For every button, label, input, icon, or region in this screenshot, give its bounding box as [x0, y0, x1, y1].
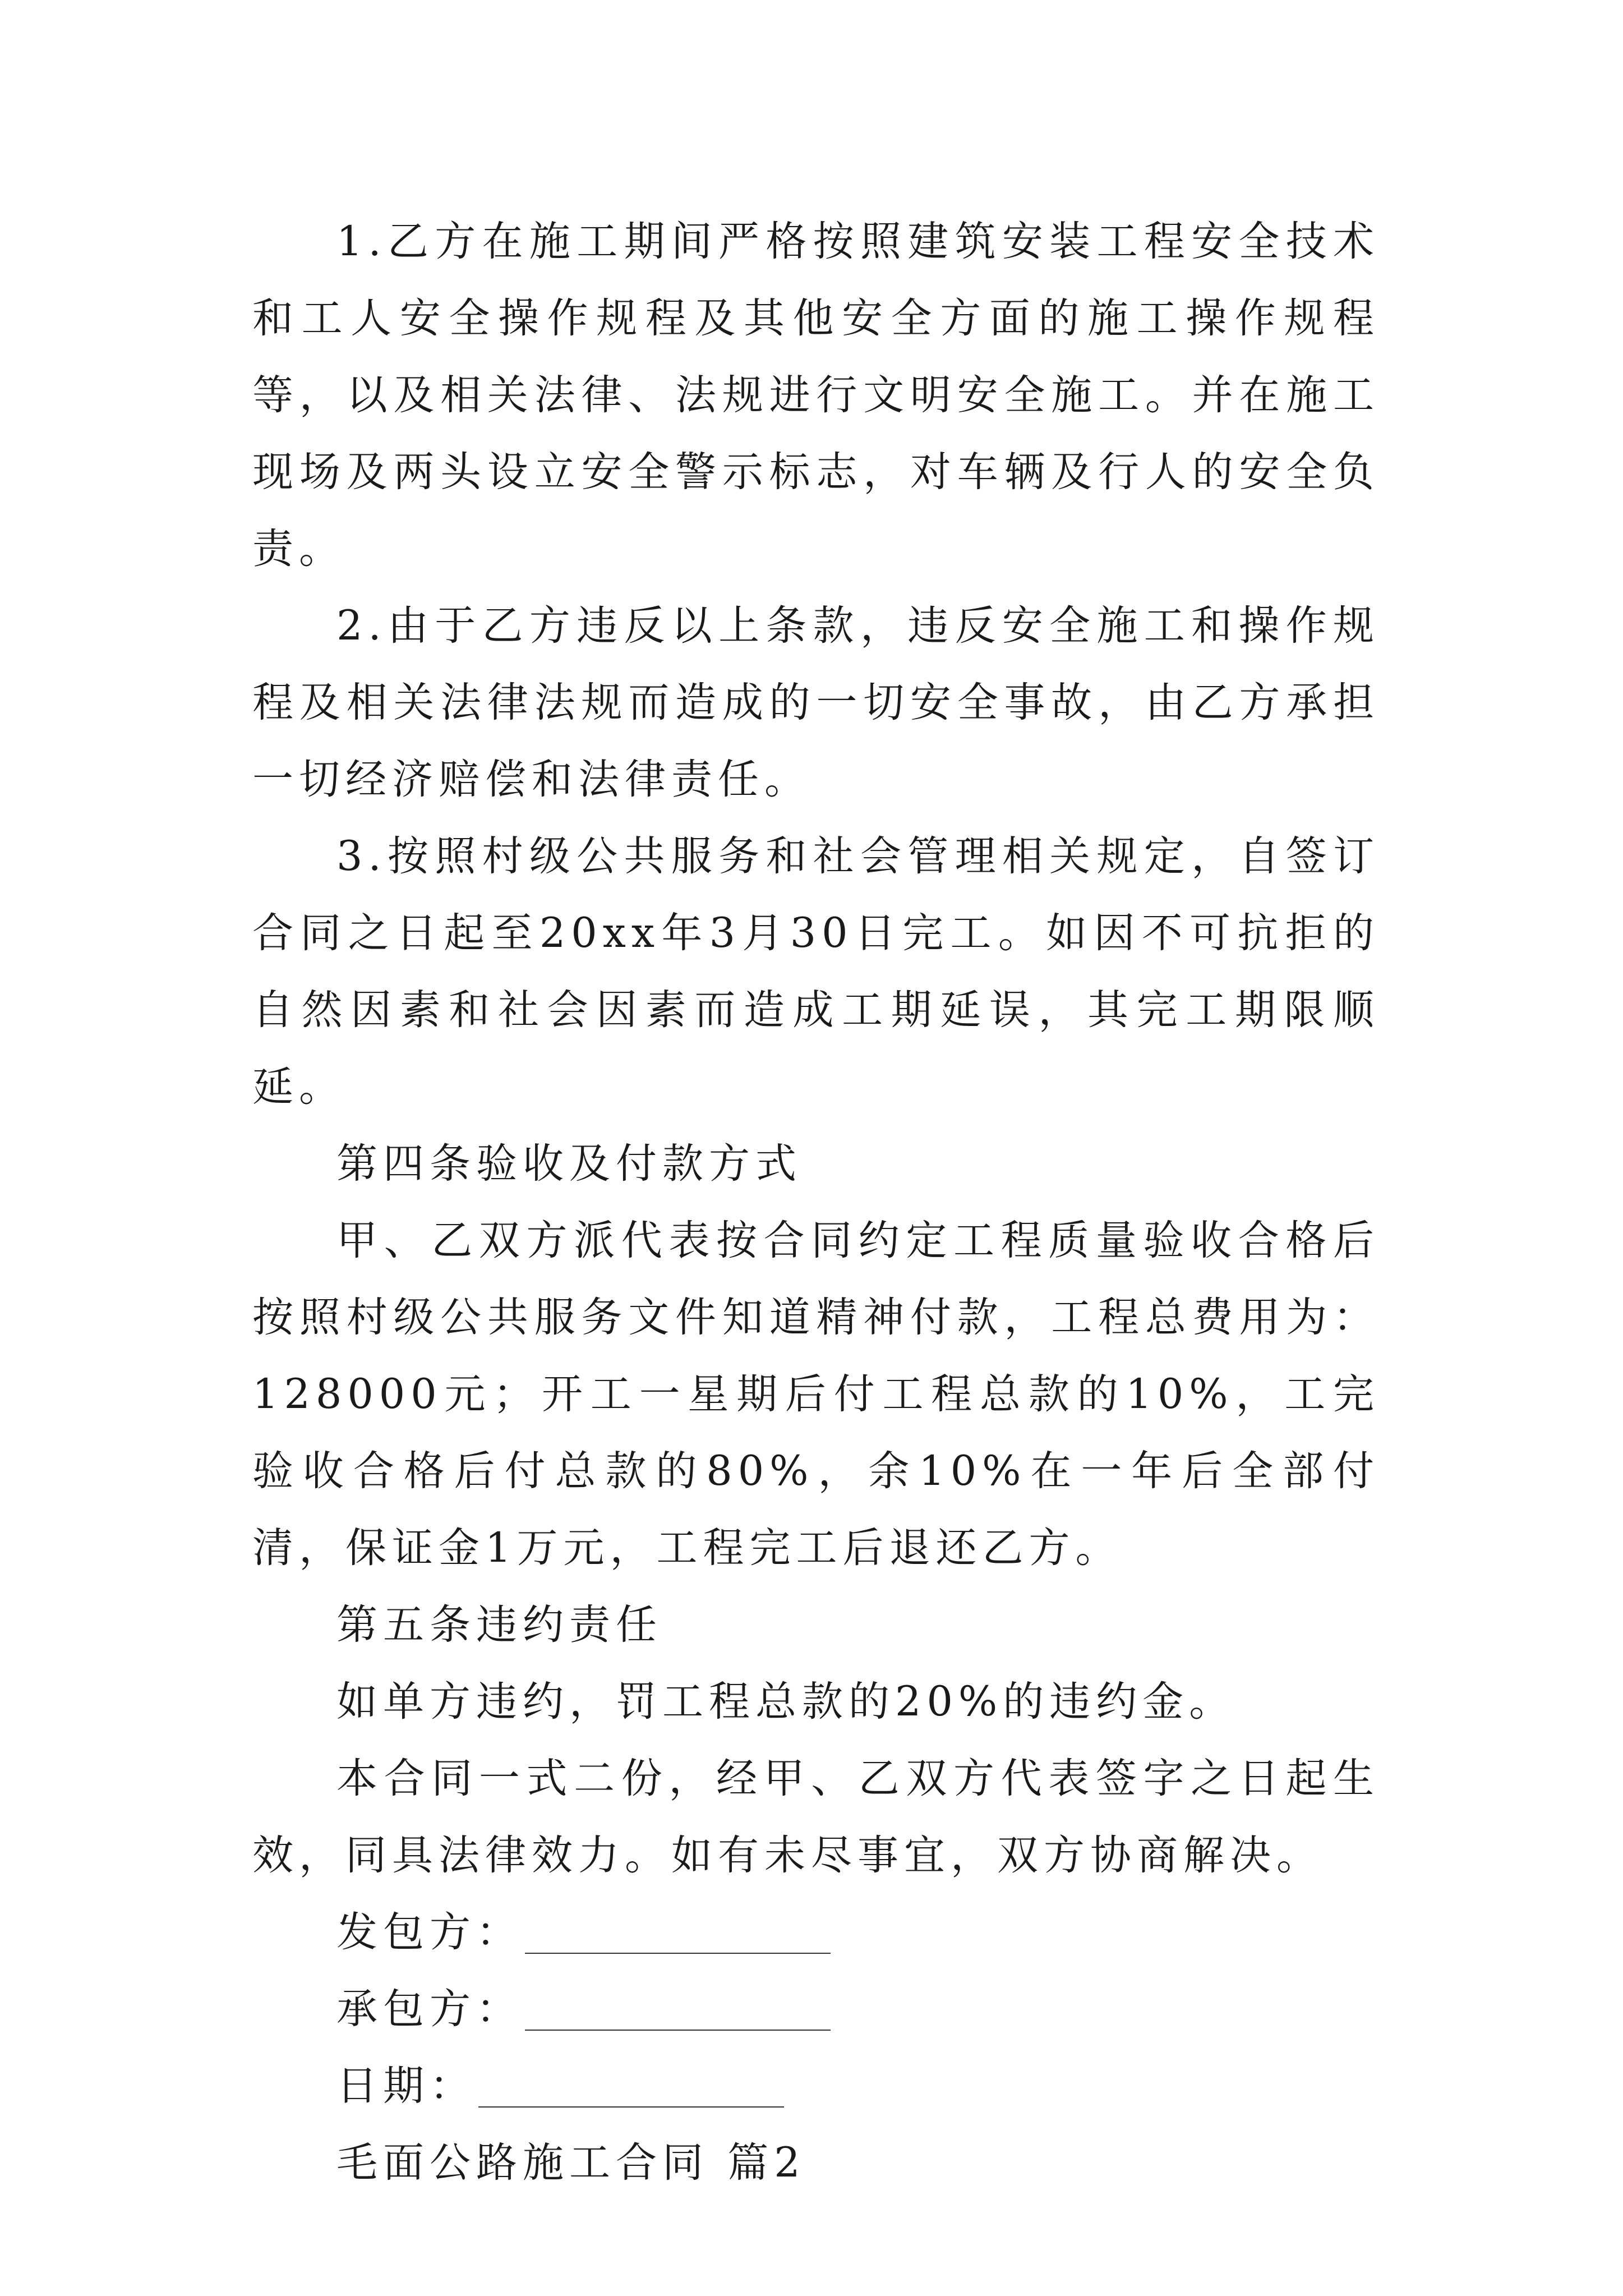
contractor-label: 承包方： — [336, 1985, 523, 2033]
article-five-heading: 第五条违约责任 — [336, 1601, 662, 1649]
issuer-signature-line — [525, 1919, 831, 1954]
article-four-heading: 第四条验收及付款方式 — [336, 1140, 802, 1188]
date-signature-row — [252, 2047, 1380, 2124]
clause-schedule-paragraph: 3.按照村级公共服务和社会管理相关规定，自签订合同之日起至20xx年3月30日完工。如因不可抗拒的自然因素和社会因素而造成工期延误，其完工期限顺延。 — [252, 832, 1380, 1111]
date-signature-line — [478, 2073, 784, 2108]
clause-liability-paragraph: 2.由于乙方违反以上条款，违反安全施工和操作规程及相关法律法规而造成的一切安全事故，由乙方承担一切经济赔偿和法律责任。 — [252, 602, 1380, 803]
date-label: 日期： — [336, 2062, 476, 2110]
breach-penalty-paragraph: 如单方违约，罚工程总款的20%的违约金。 — [336, 1678, 1236, 1726]
clause-safety-paragraph: 1.乙方在施工期间严格按照建筑安装工程安全技术和工人安全操作规程及其他安全方面的施工操作规程等，以及相关法律、法规进行文明安全施工。并在施工现场及两头设立安全警示标志，对车辆及行人的安全负责。 — [252, 218, 1380, 573]
contractor-signature-line — [525, 1996, 831, 2031]
issuer-signature-row — [252, 1894, 1380, 1971]
payment-terms-paragraph: 甲、乙双方派代表按合同约定工程质量验收合格后按照村级公共服务文件知道精神付款，工程总费用为：128000元；开工一星期后付工程总款的10%，工完验收合格后付总款的80%，余10%在一年后全部付清，保证金1万元，工程完工后退还乙方。 — [252, 1217, 1380, 1572]
issuer-label: 发包方： — [336, 1908, 523, 1956]
document-body — [252, 203, 1380, 2201]
effectiveness-paragraph: 本合同一式二份，经甲、乙双方代表签字之日起生效，同具法律效力。如有未尽事宜，双方协商解决。 — [252, 1755, 1380, 1879]
next-section-title: 毛面公路施工合同 篇2 — [336, 2139, 806, 2187]
contractor-signature-row — [252, 1971, 1380, 2047]
